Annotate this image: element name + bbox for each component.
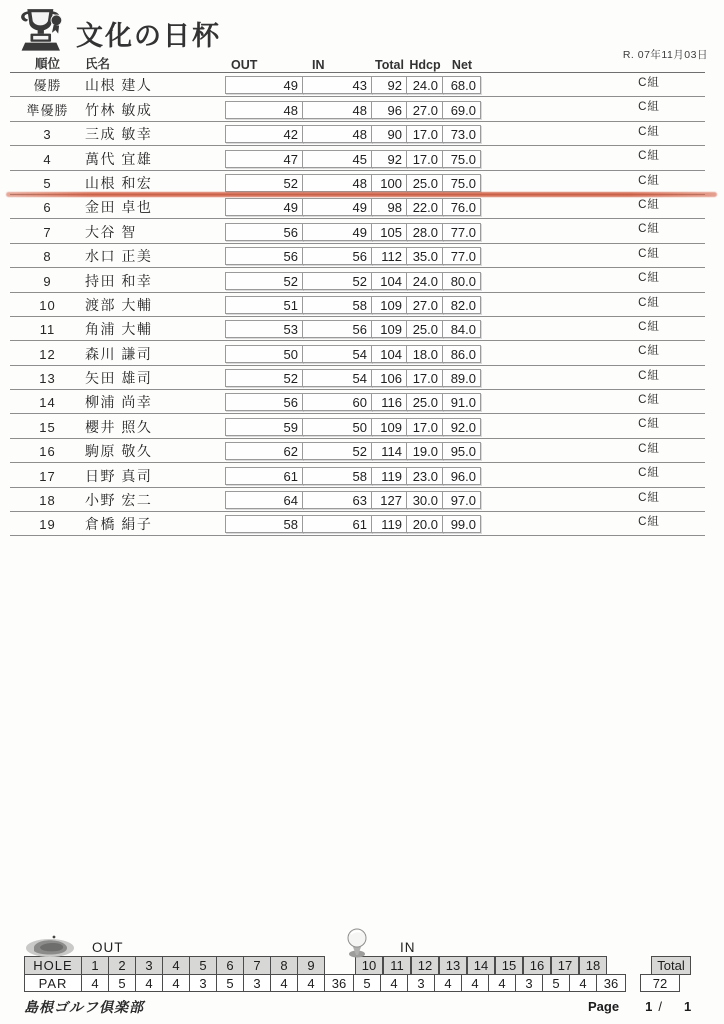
player-name-cell: 山根 建人 [85, 77, 153, 94]
out-score-cell: 64 [225, 491, 303, 509]
table-row [10, 390, 705, 414]
hdcp-cell: 17.0 [406, 369, 443, 387]
hdcp-cell: 27.0 [406, 101, 443, 119]
page-header [16, 6, 221, 56]
column-header-hdcp: Hdcp [409, 58, 441, 72]
par-value-cell: 4 [162, 974, 190, 993]
rank-cell: 4 [43, 151, 52, 167]
out-score-cell: 52 [225, 272, 303, 290]
group-label: C組 [638, 418, 660, 431]
player-name-cell: 大谷 智 [85, 223, 137, 240]
group-label: C組 [638, 320, 660, 333]
hole-number-cell: 5 [189, 956, 217, 975]
hdcp-cell: 23.0 [406, 467, 443, 485]
table-row [10, 512, 705, 536]
out-score-cell: 52 [225, 369, 303, 387]
net-score-cell: 82.0 [442, 296, 481, 314]
player-name-cell: 水口 正美 [85, 248, 153, 265]
par-value-cell: 4 [297, 974, 325, 993]
table-row [10, 195, 705, 219]
hdcp-cell: 25.0 [406, 320, 443, 338]
player-name-cell: 渡部 大輔 [85, 296, 153, 313]
results-table [10, 54, 705, 536]
par-value-cell: 4 [461, 974, 489, 993]
group-label: C組 [638, 369, 660, 382]
page-total: 1 [683, 999, 692, 1014]
group-label: C組 [638, 198, 660, 211]
in-score-cell: 49 [302, 198, 372, 216]
page-label: Page [588, 999, 620, 1014]
hole-number-cell: 3 [135, 956, 163, 975]
table-row [10, 463, 705, 487]
course-par-table [24, 933, 700, 992]
player-name-cell: 竹林 敏成 [85, 101, 153, 118]
table-row [10, 488, 705, 512]
rank-cell: 9 [43, 273, 52, 289]
hole-number-cell: 18 [579, 956, 607, 975]
par-value-cell: 3 [407, 974, 435, 993]
in-score-cell: 43 [302, 76, 372, 94]
group-label: C組 [638, 345, 660, 358]
group-label: C組 [638, 174, 660, 187]
net-score-cell: 86.0 [442, 345, 481, 363]
in-score-cell: 45 [302, 150, 372, 168]
net-score-cell: 97.0 [442, 491, 481, 509]
group-label: C組 [638, 516, 660, 529]
par-value-cell: 3 [189, 974, 217, 993]
in-score-cell: 48 [302, 174, 372, 192]
par-row [24, 974, 700, 993]
total-score-cell: 112 [371, 247, 407, 265]
in-score-cell: 49 [302, 223, 372, 241]
player-name-cell: 萬代 宜雄 [85, 150, 153, 167]
table-row [10, 244, 705, 268]
player-name-cell: 倉橋 絹子 [85, 516, 153, 533]
total-score-cell: 116 [371, 393, 407, 411]
player-name-cell: 角浦 大輔 [85, 321, 153, 338]
out-score-cell: 62 [225, 442, 303, 460]
out-score-cell: 49 [225, 76, 303, 94]
hole-number-cell: 2 [108, 956, 136, 975]
in-score-cell: 48 [302, 125, 372, 143]
player-name-cell: 柳浦 尚幸 [85, 394, 153, 411]
trophy-icon [16, 6, 70, 56]
table-row [10, 317, 705, 341]
hole-number-cell: 1 [81, 956, 109, 975]
par-value-cell: 5 [353, 974, 381, 993]
net-score-cell: 75.0 [442, 174, 481, 192]
rank-cell: 15 [39, 419, 56, 435]
par-row-label: PAR [24, 974, 82, 993]
in-score-cell: 54 [302, 369, 372, 387]
table-row [10, 73, 705, 97]
rank-cell: 13 [39, 371, 56, 387]
column-header-in: IN [312, 58, 325, 72]
table-row [10, 341, 705, 365]
par-value-cell: 3 [515, 974, 543, 993]
hole-number-cell: 10 [355, 956, 383, 975]
out-score-cell: 42 [225, 125, 303, 143]
results-table-header [10, 54, 705, 73]
rank-cell: 11 [39, 322, 56, 338]
table-row [10, 122, 705, 146]
net-score-cell: 84.0 [442, 320, 481, 338]
table-row [10, 97, 705, 121]
out-score-cell: 53 [225, 320, 303, 338]
out-score-cell: 59 [225, 418, 303, 436]
column-header-name: 氏名 [85, 57, 111, 71]
rank-cell: 12 [39, 346, 56, 362]
group-label: C組 [638, 491, 660, 504]
hdcp-cell: 24.0 [406, 272, 443, 290]
out-score-cell: 49 [225, 198, 303, 216]
player-name-cell: 櫻井 照久 [85, 418, 153, 435]
in-score-cell: 56 [302, 247, 372, 265]
in-score-cell: 61 [302, 515, 372, 533]
in-score-cell: 48 [302, 101, 372, 119]
total-score-cell: 114 [371, 442, 407, 460]
par-value-cell: 4 [380, 974, 408, 993]
rank-cell: 7 [43, 224, 52, 240]
par-value-cell: 5 [108, 974, 136, 993]
total-score-cell: 100 [371, 174, 407, 192]
out-score-cell: 47 [225, 150, 303, 168]
hole-number-cell: 11 [383, 956, 411, 975]
rank-cell: 14 [39, 395, 56, 411]
page-title: 文化の日杯 [76, 21, 221, 51]
rank-cell: 19 [39, 517, 56, 533]
out-section-label: OUT [92, 940, 124, 955]
hdcp-cell: 20.0 [406, 515, 443, 533]
table-row [10, 293, 705, 317]
rank-cell: 16 [39, 444, 56, 460]
column-header-net: Net [451, 58, 473, 72]
hdcp-cell: 30.0 [406, 491, 443, 509]
out-score-cell: 61 [225, 467, 303, 485]
hole-number-cell: 17 [551, 956, 579, 975]
total-score-cell: 105 [371, 223, 407, 241]
out-score-cell: 56 [225, 393, 303, 411]
total-score-cell: 104 [371, 272, 407, 290]
net-score-cell: 96.0 [442, 467, 481, 485]
par-value-cell: 4 [81, 974, 109, 993]
out-score-cell: 58 [225, 515, 303, 533]
total-score-cell: 109 [371, 296, 407, 314]
player-name-cell: 森川 謙司 [85, 345, 153, 362]
net-score-cell: 91.0 [442, 393, 481, 411]
in-section-label: IN [400, 940, 416, 955]
par-value-cell: 4 [569, 974, 597, 993]
group-label: C組 [638, 125, 660, 138]
in-score-cell: 52 [302, 442, 372, 460]
out-score-cell: 56 [225, 247, 303, 265]
hole-row-label: HOLE [24, 956, 82, 975]
par-value-cell: 3 [243, 974, 271, 993]
net-score-cell: 69.0 [442, 101, 481, 119]
table-row [10, 366, 705, 390]
total-score-cell: 92 [371, 150, 407, 168]
player-name-cell: 駒原 敬久 [85, 443, 153, 460]
column-header-rank: 順位 [34, 57, 60, 71]
group-label: C組 [638, 442, 660, 455]
rank-cell: 10 [39, 297, 56, 313]
group-label: C組 [638, 394, 660, 407]
table-row [10, 268, 705, 292]
golf-ball-icon [344, 927, 370, 959]
rank-cell: 3 [43, 127, 52, 143]
par-value-cell: 4 [135, 974, 163, 993]
total-score-cell: 106 [371, 369, 407, 387]
hole-number-cell: 8 [270, 956, 298, 975]
par-value-cell: 4 [434, 974, 462, 993]
total-score-cell: 109 [371, 320, 407, 338]
page-indicator [588, 999, 691, 1014]
hdcp-cell: 17.0 [406, 125, 443, 143]
table-row [10, 219, 705, 243]
total-score-cell: 104 [371, 345, 407, 363]
group-label: C組 [638, 101, 660, 114]
player-name-cell: 日野 真司 [85, 467, 153, 484]
total-score-cell: 96 [371, 101, 407, 119]
rank-cell: 優勝 [33, 78, 62, 94]
hole-number-cell: 7 [243, 956, 271, 975]
rank-cell: 5 [43, 175, 52, 191]
group-label: C組 [638, 272, 660, 285]
hdcp-cell: 27.0 [406, 296, 443, 314]
hdcp-cell: 28.0 [406, 223, 443, 241]
net-score-cell: 99.0 [442, 515, 481, 533]
group-label: C組 [638, 150, 660, 163]
net-score-cell: 80.0 [442, 272, 481, 290]
par-value-cell: 5 [542, 974, 570, 993]
club-name: 島根ゴルフ倶楽部 [24, 999, 144, 1015]
in-score-cell: 58 [302, 467, 372, 485]
total-column-header: Total [651, 956, 691, 975]
group-label: C組 [638, 223, 660, 236]
in-score-cell: 50 [302, 418, 372, 436]
group-label: C組 [638, 296, 660, 309]
hdcp-cell: 17.0 [406, 418, 443, 436]
net-score-cell: 76.0 [442, 198, 481, 216]
total-score-cell: 119 [371, 467, 407, 485]
hole-number-cell: 13 [439, 956, 467, 975]
out-score-cell: 52 [225, 174, 303, 192]
net-score-cell: 92.0 [442, 418, 481, 436]
par-row-spacer [626, 974, 640, 993]
column-header-total: Total [375, 58, 404, 72]
in-score-cell: 52 [302, 272, 372, 290]
total-score-cell: 109 [371, 418, 407, 436]
group-label: C組 [638, 247, 660, 260]
table-row [10, 414, 705, 438]
in-score-cell: 60 [302, 393, 372, 411]
rank-cell: 6 [43, 200, 52, 216]
green-bunker-icon [24, 933, 78, 959]
net-score-cell: 73.0 [442, 125, 481, 143]
hole-number-cell: 12 [411, 956, 439, 975]
total-score-cell: 98 [371, 198, 407, 216]
hdcp-cell: 25.0 [406, 174, 443, 192]
in-par-total-cell: 36 [596, 974, 626, 993]
net-score-cell: 77.0 [442, 247, 481, 265]
net-score-cell: 75.0 [442, 150, 481, 168]
hole-number-cell: 15 [495, 956, 523, 975]
out-par-total-cell: 36 [324, 974, 354, 993]
hole-number-cell: 6 [216, 956, 244, 975]
hdcp-cell: 24.0 [406, 76, 443, 94]
rank-cell: 18 [39, 493, 56, 509]
player-name-cell: 持田 和幸 [85, 272, 153, 289]
hole-number-cell: 4 [162, 956, 190, 975]
hdcp-cell: 25.0 [406, 393, 443, 411]
player-name-cell: 三成 敏幸 [85, 126, 153, 143]
net-score-cell: 89.0 [442, 369, 481, 387]
group-label: C組 [638, 77, 660, 89]
rank-cell: 準優勝 [26, 102, 69, 118]
rank-cell: 17 [39, 468, 56, 484]
table-row [10, 171, 705, 195]
par-value-cell: 4 [488, 974, 516, 993]
page-current: 1 [645, 999, 653, 1014]
rank-cell: 8 [43, 249, 52, 265]
hole-number-cell: 9 [297, 956, 325, 975]
player-name-cell: 矢田 雄司 [85, 370, 153, 387]
net-score-cell: 68.0 [442, 76, 481, 94]
out-score-cell: 51 [225, 296, 303, 314]
total-par-cell: 72 [640, 974, 680, 993]
total-score-cell: 119 [371, 515, 407, 533]
net-score-cell: 95.0 [442, 442, 481, 460]
total-score-cell: 92 [371, 76, 407, 94]
hdcp-cell: 19.0 [406, 442, 443, 460]
par-value-cell: 5 [216, 974, 244, 993]
out-score-cell: 48 [225, 101, 303, 119]
player-name-cell: 山根 和宏 [85, 174, 153, 191]
out-score-cell: 56 [225, 223, 303, 241]
hole-number-cell: 14 [467, 956, 495, 975]
hdcp-cell: 35.0 [406, 247, 443, 265]
date-label: R. 07年11月03日 [622, 49, 708, 61]
out-score-cell: 50 [225, 345, 303, 363]
hdcp-cell: 18.0 [406, 345, 443, 363]
in-score-cell: 54 [302, 345, 372, 363]
total-score-cell: 90 [371, 125, 407, 143]
in-score-cell: 56 [302, 320, 372, 338]
in-score-cell: 63 [302, 491, 372, 509]
page-separator: / [658, 999, 662, 1014]
hole-row-gap [607, 956, 651, 975]
hdcp-cell: 17.0 [406, 150, 443, 168]
player-name-cell: 小野 宏二 [85, 492, 153, 509]
group-label: C組 [638, 467, 660, 480]
hole-number-cell: 16 [523, 956, 551, 975]
player-name-cell: 金田 卓也 [85, 199, 153, 216]
table-row [10, 439, 705, 463]
total-score-cell: 127 [371, 491, 407, 509]
hdcp-cell: 22.0 [406, 198, 443, 216]
table-row [10, 146, 705, 170]
scorecard-labels [24, 933, 700, 956]
net-score-cell: 77.0 [442, 223, 481, 241]
column-header-out: OUT [231, 58, 258, 72]
par-value-cell: 4 [270, 974, 298, 993]
in-score-cell: 58 [302, 296, 372, 314]
